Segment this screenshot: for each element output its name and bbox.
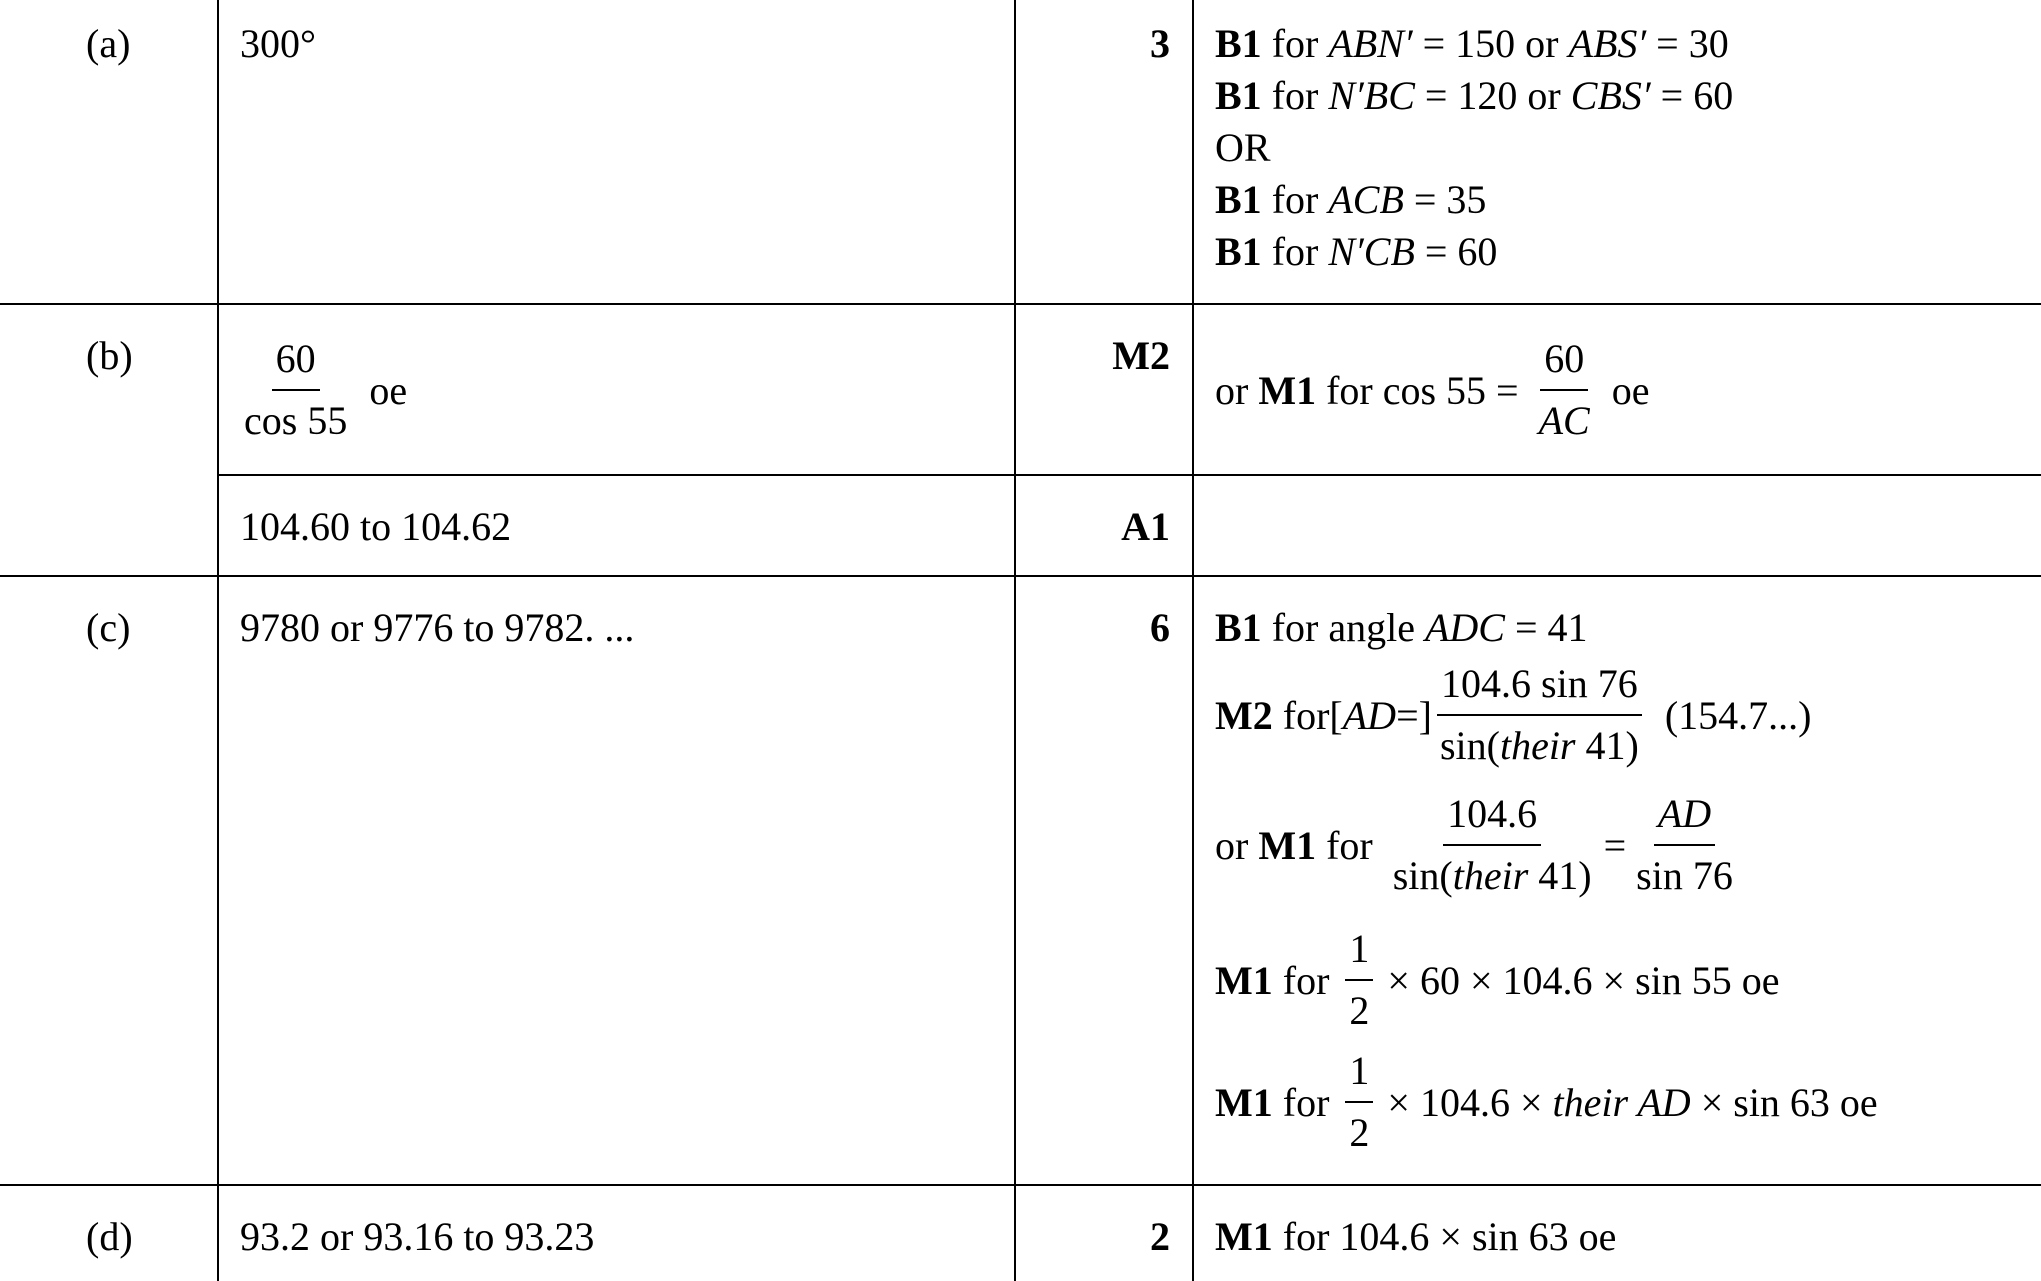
answer-b-fraction: $\frac{60}{\cos 55}$ oe: [240, 335, 407, 445]
guidance-c-line2: M2 for[ AD =] $\frac{104.6 \sin 76}{\text{sin(their 41)}}$ (154.7...): [1215, 661, 1812, 768]
part-label-d: (d): [86, 1214, 133, 1259]
row-divider: [0, 575, 2041, 577]
answer-c: 9780 or 9776 to 9782. ...: [240, 605, 635, 650]
part-label-a: (a): [86, 21, 131, 66]
guidance-c-line3: or M1 for $\frac{104.6}{\text{sin(their 41)}}$ = $\frac{AD}{\sin 76}$: [1215, 790, 1745, 900]
fraction: $\frac{60}{\cos 55}$: [244, 336, 348, 443]
fraction: $\frac{104.6 \sin 76}{\text{sin(their 41)}}$: [1436, 664, 1643, 766]
marks-b2: A1: [1121, 504, 1170, 549]
guidance-line: B1 for ACB = 35: [1215, 177, 1487, 222]
column-divider: [217, 0, 219, 1281]
fraction: $\frac{1}{2}$: [1345, 1051, 1373, 1153]
row-divider: [217, 474, 2041, 476]
column-divider: [1192, 0, 1194, 1281]
marks-d: 2: [1150, 1214, 1170, 1259]
row-divider: [0, 303, 2041, 305]
guidance-c-line1: B1 for angle ADC = 41: [1215, 605, 1588, 650]
column-divider: [1014, 0, 1016, 1281]
guidance-d: M1 for 104.6 × sin 63 oe: [1215, 1214, 1617, 1259]
marks-b1: M2: [1112, 333, 1170, 378]
fraction: $\frac{60}{AC}$: [1538, 336, 1590, 443]
row-divider: [0, 1184, 2041, 1186]
answer-b2: 104.60 to 104.62: [240, 504, 512, 549]
fraction: $\frac{104.6}{\text{sin(their 41)}}$: [1392, 791, 1592, 898]
answer-d: 93.2 or 93.16 to 93.23: [240, 1214, 595, 1259]
guidance-line: B1 for N′CB = 60: [1215, 229, 1498, 274]
guidance-c-line4: M1 for $\frac{1}{2}$ × 60 × 104.6 × sin 55 oe: [1215, 926, 1780, 1033]
guidance-a: [1215, 18, 1733, 278]
guidance-line: OR: [1215, 125, 1271, 170]
answer-a: 300°: [240, 21, 316, 66]
part-label-b: (b): [86, 333, 133, 378]
guidance-line: B1 for N′BC = 120 or CBS′ = 60: [1215, 73, 1734, 118]
guidance-b: or M1 for cos 55 = $\frac{60}{AC}$ oe: [1215, 336, 1650, 443]
fraction: $\frac{AD}{\sin 76}$: [1636, 791, 1733, 898]
guidance-c-line5: M1 for $\frac{1}{2}$ × 104.6 × their AD × sin 63 oe: [1215, 1048, 1878, 1155]
fraction: $\frac{1}{2}$: [1345, 929, 1373, 1031]
part-label-c: (c): [86, 605, 131, 650]
marks-a: 3: [1150, 21, 1170, 66]
guidance-line: B1 for ABN′ = 150 or ABS′ = 30: [1215, 21, 1729, 66]
marks-c: 6: [1150, 605, 1170, 650]
